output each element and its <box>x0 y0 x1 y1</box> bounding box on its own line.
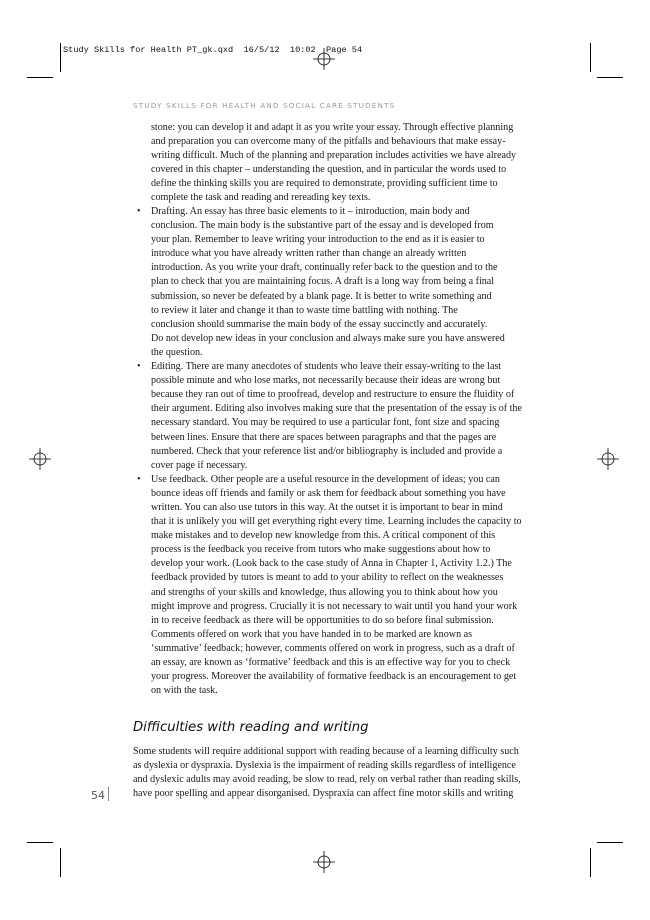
text-line: that it is unlikely you will get everything right every time. Learning includes the capacity to <box>151 516 522 528</box>
text-line: because they ran out of time to proofread, develop and restructure to ensure the fluidity of <box>151 389 515 401</box>
text-line: your plan. Remember to leave writing your introduction to the end as it is easier to <box>151 234 485 246</box>
text-line: and strengths of your skills and knowledge, thus allowing you to think about how you <box>151 586 498 598</box>
text-line: numbered. Check that your reference list and/or bibliography is included and provide a <box>151 445 503 457</box>
text-line: cover page if necessary. <box>151 459 248 471</box>
crop-mark-top-left-v <box>60 43 61 72</box>
bullet-item-use-feedback <box>137 473 537 699</box>
text-line: make mistakes and to develop new knowledge from this. A critical component of this <box>151 530 496 542</box>
text-line: and dyslexic adults may avoid reading, be slow to read, rely on verbal rather than reading skills, <box>133 774 521 786</box>
text-line: have poor spelling and appear disorganised. Dyspraxia can affect fine motor skills and writing <box>133 788 514 800</box>
text-line: between lines. Ensure that there are spaces between paragraphs and that the pages are <box>151 431 497 443</box>
bullet-list <box>137 205 537 698</box>
running-head: STUDY SKILLS FOR HEALTH AND SOCIAL CARE STUDENTS <box>133 101 396 110</box>
folio-divider <box>108 787 109 801</box>
bullet-icon: • <box>137 473 141 485</box>
continuation-paragraph <box>151 121 537 206</box>
text-line: process is the feedback you receive from tutors who make suggestions about how to <box>151 544 491 556</box>
registration-mark-left-icon <box>29 448 51 470</box>
text-line: define the thinking skills you are required to demonstrate, providing sufficient time to <box>151 178 498 190</box>
body-paragraph <box>133 745 537 801</box>
crop-mark-bottom-left-h <box>27 842 53 843</box>
text-line: complete the task and reading and rereading key texts. <box>151 192 371 204</box>
section-heading: Difficulties with reading and writing <box>133 720 369 735</box>
text-line: Some students will require additional support with reading because of a learning difficulty such <box>133 746 519 757</box>
text-line: Editing. There are many anecdotes of students who leave their essay-writing to the last <box>151 361 502 373</box>
text-line: their argument. Editing also involves making sure that the presentation of the essay is of the <box>151 403 522 415</box>
page-number: 54 <box>91 789 105 802</box>
text-line: on with the task. <box>151 685 218 697</box>
crop-mark-top-right-v <box>590 43 591 72</box>
text-line: in to receive feedback as there will be opportunities to do so before final submission. <box>151 614 494 626</box>
registration-mark-bottom-icon <box>313 851 335 873</box>
text-line: submission, so never be defeated by a blank page. It is better to write something and <box>151 290 492 302</box>
crop-mark-top-right-h <box>597 77 623 78</box>
registration-mark-top-icon <box>313 48 335 70</box>
text-line: Comments offered on work that you have handed in to be marked are known as <box>151 628 473 640</box>
bullet-icon: • <box>137 361 141 373</box>
text-line: plan to check that you are maintaining focus. A draft is a long way from being a final <box>151 276 495 288</box>
text-line: to review it later and change it than to waste time battling with nothing. The <box>151 304 458 316</box>
text-line: might improve and progress. Crucially it is not necessary to wait until you hand your work <box>151 600 518 612</box>
bullet-item-editing <box>137 360 537 473</box>
text-line: introduce what you have already written rather than change an already written <box>151 248 467 260</box>
text-line: and preparation you can overcome many of the pitfalls and behaviours that make essay- <box>151 136 506 148</box>
text-line: your progress. Moreover the availability of formative feedback is an encouragement to get <box>151 671 517 683</box>
text-line: possible minute and who lose marks, not necessarily because their ideas are wrong but <box>151 375 501 387</box>
crop-mark-bottom-left-v <box>60 848 61 877</box>
text-line: writing difficult. Much of the planning and preparation includes activities we have already <box>151 150 517 162</box>
text-line: develop your work. (Look back to the case study of Anna in Chapter 1, Activity 1.2.) The <box>151 558 512 570</box>
text-line: introduction. As you write your draft, continually refer back to the question and to the <box>151 262 498 274</box>
text-line: Drafting. An essay has three basic elements to it – introduction, main body and <box>151 206 470 217</box>
text-line: bounce ideas off friends and family or ask them for feedback about something you have <box>151 487 506 499</box>
text-line: an essay, are known as ‘formative’ feedback and this is an effective way for you to check <box>151 657 511 668</box>
registration-mark-right-icon <box>597 448 619 470</box>
text-line: conclusion should summarise the main body of the essay succinctly and accurately. <box>151 318 488 330</box>
text-line: ‘summative’ feedback; however, comments offered on work in progress, such as a draft of <box>151 642 515 654</box>
text-line: stone: you can develop it and adapt it as you write your essay. Through effective planning <box>151 122 514 133</box>
crop-mark-bottom-right-v <box>590 848 591 877</box>
crop-mark-bottom-right-h <box>597 842 623 843</box>
text-line: necessary standard. You may be required to use a particular font, font size and spacing <box>151 417 500 429</box>
text-line: Use feedback. Other people are a useful resource in the development of ideas; you can <box>151 473 500 485</box>
text-line: as dyslexia or dyspraxia. Dyslexia is the impairment of reading skills regardless of intelligence <box>133 760 516 772</box>
text-line: conclusion. The main body is the substantive part of the essay and is developed from <box>151 220 494 232</box>
text-line: feedback provided by tutors is meant to add to your ability to reflect on the weaknesses <box>151 572 504 584</box>
bullet-item-drafting <box>137 205 537 360</box>
text-line: Do not develop new ideas in your conclusion and always make sure you have answered <box>151 332 505 344</box>
text-line: the question. <box>151 346 203 358</box>
print-slug: Study Skills for Health PT_gk.qxd 16/5/12 10:02 Page 54 <box>63 45 363 55</box>
bullet-icon: • <box>137 206 141 217</box>
crop-mark-top-left-h <box>27 77 53 78</box>
text-line: written. You can also use tutors in this way. At the outset it is important to bear in mind <box>151 501 503 513</box>
text-line: covered in this chapter – understanding the question, and in particular the words used to <box>151 164 507 176</box>
